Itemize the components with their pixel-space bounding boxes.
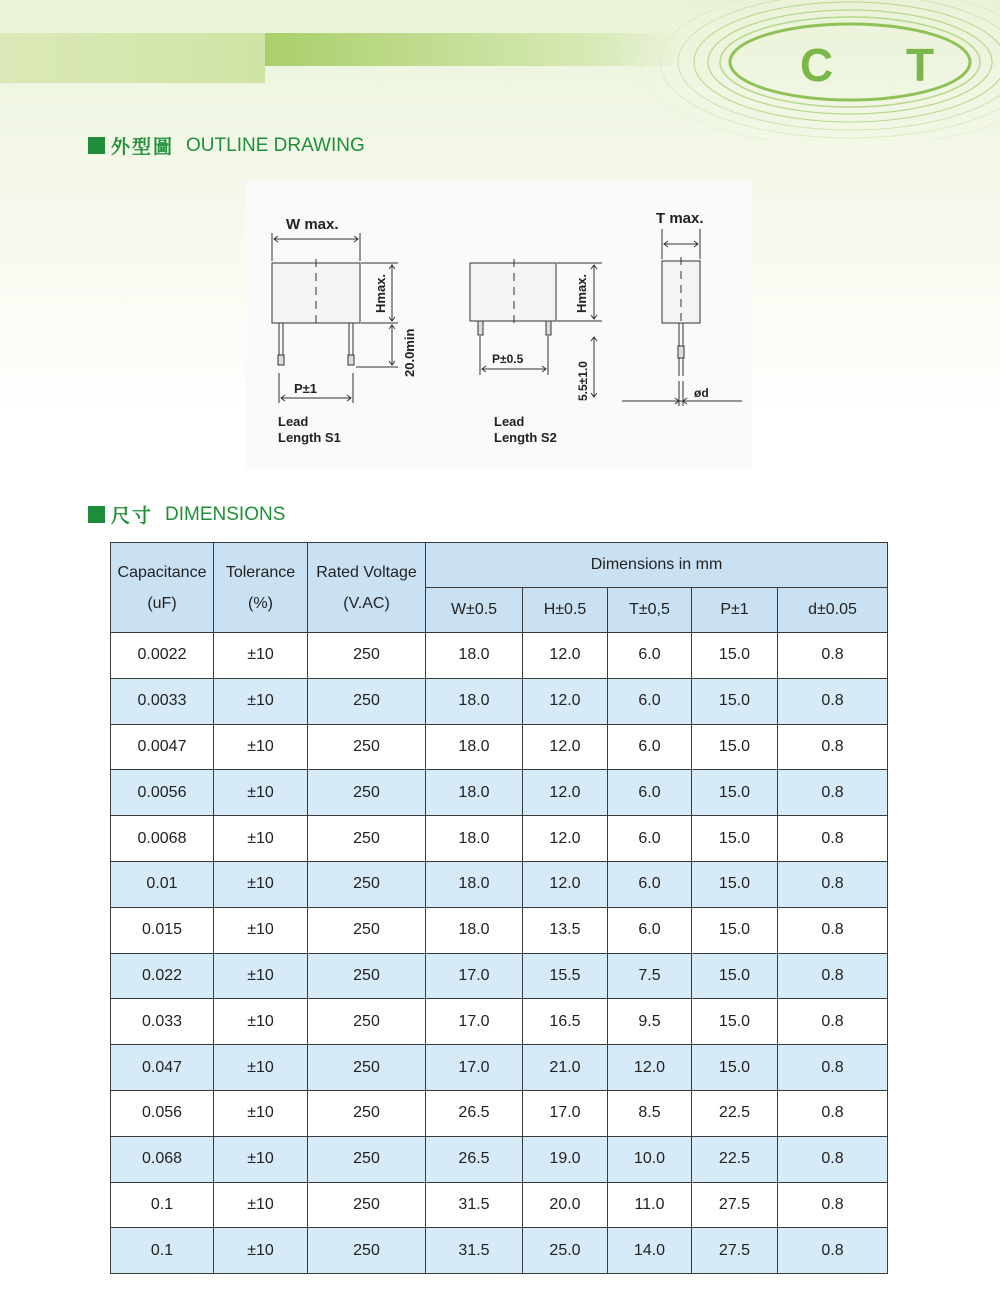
- cell: ±10: [214, 1182, 308, 1228]
- cell: 17.0: [523, 1090, 608, 1136]
- cell: ±10: [214, 1045, 308, 1091]
- cell: 12.0: [523, 770, 608, 816]
- cell: 0.8: [778, 1090, 888, 1136]
- cell: 0.0022: [111, 633, 214, 679]
- cell: 0.8: [778, 724, 888, 770]
- cell: 20.0: [523, 1182, 608, 1228]
- cell: 0.8: [778, 861, 888, 907]
- cell: 250: [308, 816, 426, 862]
- table-row: [111, 1045, 888, 1091]
- dimensions-section-title: [88, 501, 285, 528]
- label-t-max: T max.: [656, 210, 704, 227]
- header-h: H±0.5: [523, 588, 608, 633]
- cell: 12.0: [523, 633, 608, 679]
- cell: 14.0: [608, 1228, 692, 1274]
- cell: 15.0: [692, 724, 778, 770]
- cell: 0.047: [111, 1045, 214, 1091]
- cell: ±10: [214, 1090, 308, 1136]
- cell: 250: [308, 999, 426, 1045]
- cell: 0.022: [111, 953, 214, 999]
- cell: 250: [308, 724, 426, 770]
- cell: 0.1: [111, 1182, 214, 1228]
- cell: 0.015: [111, 907, 214, 953]
- cell: 0.8: [778, 770, 888, 816]
- cell: 15.0: [692, 816, 778, 862]
- cell: 0.056: [111, 1090, 214, 1136]
- cell: 6.0: [608, 907, 692, 953]
- cell: 250: [308, 907, 426, 953]
- cell: 0.8: [778, 678, 888, 724]
- cell: 8.5: [608, 1090, 692, 1136]
- cell: 18.0: [426, 907, 523, 953]
- label-20min: 20.0min: [402, 328, 417, 377]
- cell: 18.0: [426, 770, 523, 816]
- header-dimensions-group: Dimensions in mm: [426, 543, 888, 588]
- header-tolerance: Tolerance (%): [214, 543, 308, 633]
- cell: 250: [308, 861, 426, 907]
- outline-title-cn: 外型圖: [111, 137, 175, 158]
- label-5-5: 5.5±1.0: [576, 361, 590, 401]
- cell: 6.0: [608, 724, 692, 770]
- cell: 0.0056: [111, 770, 214, 816]
- table-row: [111, 861, 888, 907]
- cell: 0.8: [778, 1045, 888, 1091]
- cell: 11.0: [608, 1182, 692, 1228]
- cell: 0.8: [778, 1182, 888, 1228]
- cell: 27.5: [692, 1228, 778, 1274]
- cell: 250: [308, 1045, 426, 1091]
- table-body: [111, 633, 888, 1274]
- table-row: [111, 1136, 888, 1182]
- cell: 18.0: [426, 724, 523, 770]
- table-row: [111, 1182, 888, 1228]
- cell: 6.0: [608, 633, 692, 679]
- label-length-s2: Length S2: [494, 430, 557, 445]
- label-length-s1: Length S1: [278, 430, 341, 445]
- cell: 0.033: [111, 999, 214, 1045]
- outline-drawing: [246, 181, 752, 468]
- cell: ±10: [214, 633, 308, 679]
- cell: 18.0: [426, 861, 523, 907]
- cell: 18.0: [426, 816, 523, 862]
- cell: 6.0: [608, 678, 692, 724]
- cell: 17.0: [426, 999, 523, 1045]
- label-p05: P±0.5: [492, 352, 524, 366]
- brand-logo: C T: [800, 39, 965, 91]
- table-row: [111, 770, 888, 816]
- cell: 25.0: [523, 1228, 608, 1274]
- header-t: T±0,5: [608, 588, 692, 633]
- cell: ±10: [214, 907, 308, 953]
- table-row: [111, 1228, 888, 1274]
- cell: 15.0: [692, 953, 778, 999]
- header-d: d±0.05: [778, 588, 888, 633]
- cell: 6.0: [608, 770, 692, 816]
- cell: 13.5: [523, 907, 608, 953]
- cell: 0.1: [111, 1228, 214, 1274]
- cell: ±10: [214, 1136, 308, 1182]
- table-row: [111, 633, 888, 679]
- dimensions-table: [110, 542, 888, 1274]
- label-h-max-1: Hmax.: [373, 273, 388, 313]
- cell: 27.5: [692, 1182, 778, 1228]
- cell: ±10: [214, 678, 308, 724]
- table-row: [111, 816, 888, 862]
- cell: 19.0: [523, 1136, 608, 1182]
- label-h-max-2: Hmax.: [574, 273, 589, 313]
- cell: 250: [308, 1228, 426, 1274]
- cell: 0.01: [111, 861, 214, 907]
- square-bullet-icon: [88, 137, 105, 154]
- cell: 250: [308, 1182, 426, 1228]
- cell: 250: [308, 678, 426, 724]
- cell: 15.0: [692, 1045, 778, 1091]
- dimensions-title-en: DIMENSIONS: [165, 503, 286, 525]
- cell: 0.0047: [111, 724, 214, 770]
- cell: 6.0: [608, 861, 692, 907]
- cell: 7.5: [608, 953, 692, 999]
- cell: 15.0: [692, 678, 778, 724]
- cell: 15.0: [692, 633, 778, 679]
- cell: 6.0: [608, 816, 692, 862]
- cell: 15.0: [692, 907, 778, 953]
- cell: 18.0: [426, 633, 523, 679]
- table-row: [111, 1090, 888, 1136]
- cell: ±10: [214, 724, 308, 770]
- outline-title-en: OUTLINE DRAWING: [186, 134, 365, 156]
- dimensions-title-cn: 尺寸: [111, 506, 154, 527]
- cell: ±10: [214, 861, 308, 907]
- cell: 9.5: [608, 999, 692, 1045]
- table-row: [111, 907, 888, 953]
- cell: 250: [308, 770, 426, 816]
- cell: ±10: [214, 953, 308, 999]
- label-p1: P±1: [294, 381, 318, 396]
- cell: 0.8: [778, 1228, 888, 1274]
- cell: 17.0: [426, 1045, 523, 1091]
- label-lead-1: Lead: [278, 414, 309, 429]
- cell: 250: [308, 1136, 426, 1182]
- label-d: ød: [694, 386, 709, 400]
- cell: 250: [308, 953, 426, 999]
- header-w: W±0.5: [426, 588, 523, 633]
- header-p: P±1: [692, 588, 778, 633]
- cell: 250: [308, 633, 426, 679]
- header-band-left: [0, 33, 265, 83]
- header-capacitance: Capacitance (uF): [111, 543, 214, 633]
- outline-section-title: [88, 132, 365, 159]
- cell: 16.5: [523, 999, 608, 1045]
- cell: 0.8: [778, 999, 888, 1045]
- cell: ±10: [214, 770, 308, 816]
- table-row: [111, 724, 888, 770]
- cell: 10.0: [608, 1136, 692, 1182]
- cell: 0.068: [111, 1136, 214, 1182]
- label-lead-2: Lead: [494, 414, 525, 429]
- cell: 0.8: [778, 1136, 888, 1182]
- cell: ±10: [214, 816, 308, 862]
- cell: 0.8: [778, 816, 888, 862]
- cell: 15.0: [692, 999, 778, 1045]
- cell: 22.5: [692, 1136, 778, 1182]
- table-row: [111, 999, 888, 1045]
- cell: 21.0: [523, 1045, 608, 1091]
- cell: 31.5: [426, 1182, 523, 1228]
- cell: ±10: [214, 1228, 308, 1274]
- cell: 17.0: [426, 953, 523, 999]
- cell: 12.0: [523, 861, 608, 907]
- header-voltage: Rated Voltage (V.AC): [308, 543, 426, 633]
- cell: 15.0: [692, 861, 778, 907]
- cell: ±10: [214, 999, 308, 1045]
- cell: 0.0033: [111, 678, 214, 724]
- cell: 250: [308, 1090, 426, 1136]
- label-w-max: W max.: [286, 216, 339, 233]
- cell: 12.0: [523, 678, 608, 724]
- cell: 0.8: [778, 633, 888, 679]
- cell: 26.5: [426, 1090, 523, 1136]
- cell: 12.0: [608, 1045, 692, 1091]
- cell: 0.8: [778, 953, 888, 999]
- cell: 15.0: [692, 770, 778, 816]
- cell: 31.5: [426, 1228, 523, 1274]
- cell: 22.5: [692, 1090, 778, 1136]
- table-row: [111, 678, 888, 724]
- cell: 18.0: [426, 678, 523, 724]
- cell: 12.0: [523, 816, 608, 862]
- cell: 12.0: [523, 724, 608, 770]
- cell: 26.5: [426, 1136, 523, 1182]
- square-bullet-icon: [88, 506, 105, 523]
- cell: 15.5: [523, 953, 608, 999]
- table-row: [111, 953, 888, 999]
- cell: 0.0068: [111, 816, 214, 862]
- cell: 0.8: [778, 907, 888, 953]
